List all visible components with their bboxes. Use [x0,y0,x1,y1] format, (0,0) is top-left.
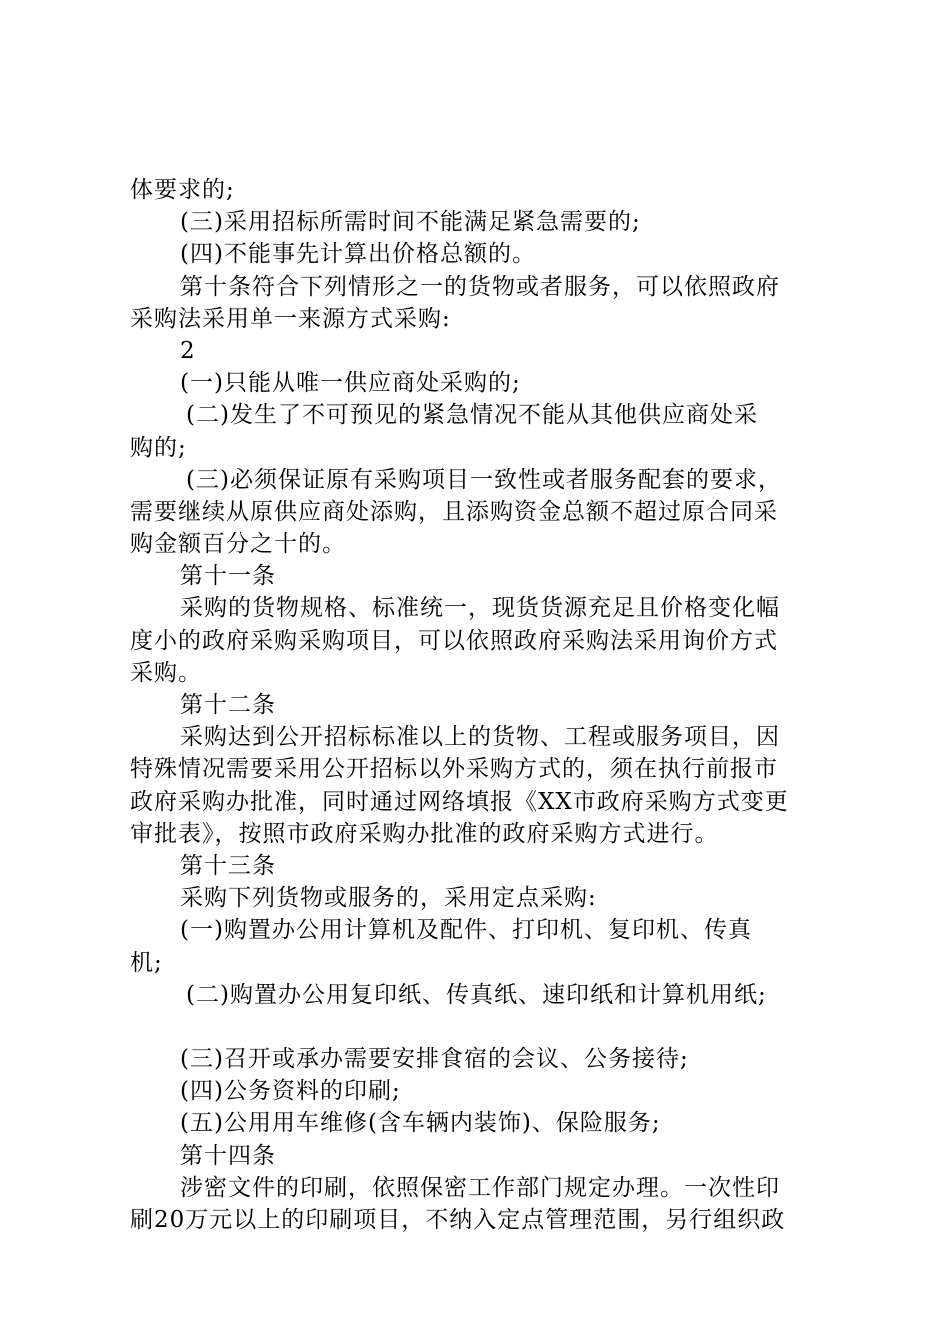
blank-line [130,1011,840,1043]
text-line: (二)购置办公用复印纸、传真纸、速印纸和计算机用纸; [186,981,767,1008]
text-line: 刷20万元以上的印刷项目，不纳入定点管理范围，另行组织政 [130,1207,786,1233]
text-line: 政府采购办批准，同时通过网络填报《XX市政府采购方式变更 [130,788,789,815]
text-line: 审批表》，按照市政府采购办批准的政府采购方式进行。 [130,820,719,847]
text-line: (三)召开或承办需要安排食宿的会议、公务接待; [180,1046,689,1073]
text-line: 需要继续从原供应商处添购，且添购资金总额不超过原合同采 [130,498,778,525]
text-line: (一)购置办公用计算机及配件、打印机、复印机、传真 [180,917,752,944]
text-line: (三)必须保证原有采购项目一致性或者服务配套的要求， [186,466,782,493]
text-line: 第十条符合下列情形之一的货物或者服务，可以依照政府 [180,273,780,300]
text-line: 采购法采用单一来源方式采购: [130,305,451,332]
text-line: (一)只能从唯一供应商处采购的; [180,370,521,397]
text-line: 购的; [130,434,187,461]
text-line: 采购下列货物或服务的，采用定点采购: [180,885,597,912]
text-line: 体要求的; [130,177,235,203]
text-line: (四)公务资料的印刷; [180,1078,401,1105]
page-number: 2 [180,337,196,364]
article-heading: 第十二条 [180,692,276,718]
article-heading: 第十三条 [180,852,276,879]
text-line: (二)发生了不可预见的紧急情况不能从其他供应商处采 [186,402,758,429]
text-line: 采购达到公开招标标准以上的货物、工程或服务项目，因 [180,724,780,751]
article-heading: 第十一条 [180,563,276,590]
text-line: (五)公用用车维修(含车辆内装饰)、保险服务; [180,1110,661,1137]
text-line: 采购。 [130,659,202,686]
text-line: 度小的政府采购采购项目，可以依照政府采购法采用询价方式 [130,627,778,654]
text-line: (三)采用招标所需时间不能满足紧急需要的; [180,209,641,236]
text-line: 特殊情况需要采用公开招标以外采购方式的，须在执行前报市 [130,756,778,783]
text-line: 涉密文件的印刷，依照保密工作部门规定办理。一次性印 [180,1174,780,1201]
article-heading: 第十四条 [180,1142,276,1169]
text-line: 购金额百分之十的。 [130,531,346,558]
text-line: 采购的货物规格、标准统一，现货货源充足且价格变化幅 [180,595,780,622]
text-line: (四)不能事先计算出价格总额的。 [180,241,536,268]
text-line: 机; [130,949,163,976]
document-body [130,174,840,1236]
